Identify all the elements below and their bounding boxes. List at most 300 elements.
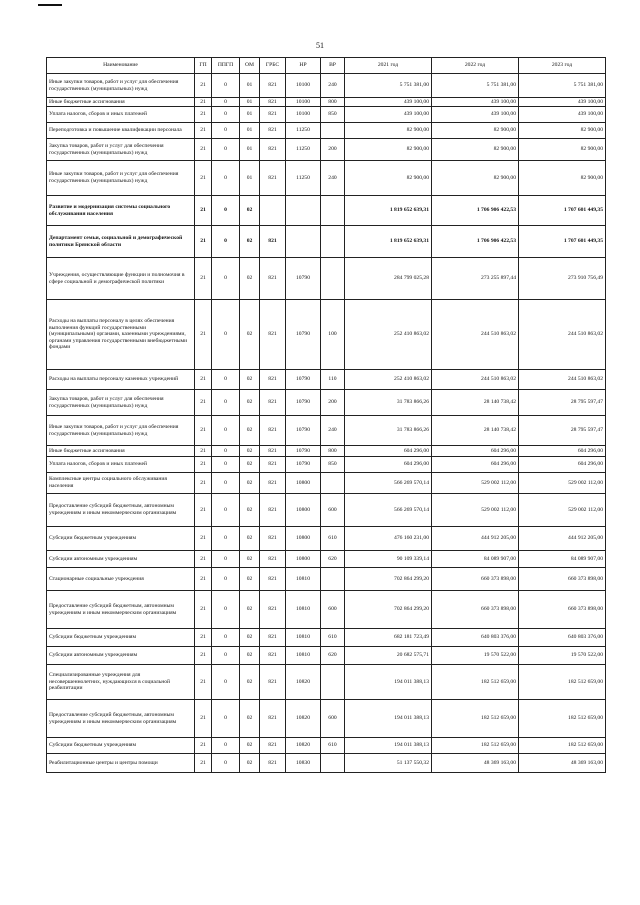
row-grbs: 821 [260,139,286,161]
row-2021: 82 900,00 [345,139,432,161]
table-row [47,123,606,139]
row-2023: 5 751 381,00 [519,74,606,98]
table-row [47,527,606,551]
row-2022: 48 369 163,00 [432,754,519,773]
row-2021: 31 783 866,26 [345,416,432,446]
row-gp: 21 [195,568,212,591]
row-vr: 620 [321,647,345,665]
row-om: 02 [240,457,260,473]
row-ppgp: 0 [212,370,240,390]
row-2022: 1 706 906 422,53 [432,196,519,226]
row-name: Реабилитационные центры и центры помощи [47,754,195,773]
row-name: Расходы на выплаты персоналу казенных учреждений [47,370,195,390]
row-2021: 90 109 339,14 [345,551,432,568]
row-grbs: 821 [260,473,286,494]
row-gp: 21 [195,258,212,300]
row-vr [321,473,345,494]
table-row [47,300,606,370]
row-2023: 244 510 863,02 [519,300,606,370]
row-gp: 21 [195,226,212,258]
row-2021: 31 783 866,26 [345,390,432,416]
row-vr: 240 [321,161,345,196]
row-nr: 10820 [286,738,321,754]
row-2023: 182 512 659,00 [519,738,606,754]
row-2021: 82 900,00 [345,161,432,196]
row-vr: 850 [321,107,345,123]
row-gp: 21 [195,390,212,416]
row-vr: 800 [321,98,345,107]
row-nr [286,196,321,226]
row-name: Уплата налогов, сборов и иных платежей [47,457,195,473]
row-2023: 439 100,00 [519,98,606,107]
row-2023: 82 900,00 [519,161,606,196]
row-grbs: 821 [260,123,286,139]
row-vr [321,123,345,139]
row-2022: 182 512 659,00 [432,665,519,700]
row-nr: 10820 [286,700,321,738]
row-vr: 610 [321,738,345,754]
row-grbs: 821 [260,494,286,527]
row-nr: 11250 [286,123,321,139]
table-row [47,416,606,446]
row-om: 02 [240,196,260,226]
row-vr: 100 [321,300,345,370]
row-nr: 10810 [286,568,321,591]
table-row [47,196,606,226]
row-ppgp: 0 [212,647,240,665]
row-ppgp: 0 [212,258,240,300]
row-2023: 28 795 597,47 [519,390,606,416]
row-om: 02 [240,226,260,258]
row-grbs: 821 [260,700,286,738]
row-2021: 439 100,00 [345,98,432,107]
row-2022: 244 510 863,02 [432,300,519,370]
row-2023: 660 373 898,00 [519,568,606,591]
row-vr [321,754,345,773]
table-row [47,139,606,161]
row-ppgp: 0 [212,161,240,196]
row-grbs: 821 [260,98,286,107]
row-nr: 10790 [286,446,321,457]
row-nr: 10800 [286,473,321,494]
row-2021: 604 296,00 [345,446,432,457]
row-om: 01 [240,139,260,161]
row-gp: 21 [195,446,212,457]
row-2023: 1 707 601 449,35 [519,226,606,258]
row-nr: 10830 [286,754,321,773]
row-gp: 21 [195,700,212,738]
row-gp: 21 [195,665,212,700]
row-2023: 444 912 205,00 [519,527,606,551]
row-ppgp: 0 [212,527,240,551]
row-grbs: 821 [260,446,286,457]
row-grbs: 821 [260,390,286,416]
table-row [47,591,606,629]
row-grbs [260,196,286,226]
row-vr: 240 [321,416,345,446]
table-row [47,568,606,591]
row-2023: 48 369 163,00 [519,754,606,773]
row-ppgp: 0 [212,196,240,226]
row-om: 01 [240,161,260,196]
row-2021: 20 682 575,71 [345,647,432,665]
row-vr [321,665,345,700]
header-grbs: ГРБС [260,58,286,74]
row-ppgp: 0 [212,446,240,457]
row-2022: 82 900,00 [432,139,519,161]
row-grbs: 821 [260,74,286,98]
table-row [47,74,606,98]
row-2022: 84 089 907,00 [432,551,519,568]
row-om: 02 [240,738,260,754]
row-vr [321,568,345,591]
row-ppgp: 0 [212,139,240,161]
table-row [47,551,606,568]
row-gp: 21 [195,74,212,98]
row-nr: 10800 [286,527,321,551]
row-ppgp: 0 [212,754,240,773]
row-2023: 604 296,00 [519,446,606,457]
row-om: 02 [240,551,260,568]
row-grbs: 821 [260,568,286,591]
row-ppgp: 0 [212,390,240,416]
row-nr: 10790 [286,300,321,370]
row-grbs: 821 [260,738,286,754]
row-2021: 252 410 863,02 [345,300,432,370]
row-nr: 10790 [286,258,321,300]
table-header-row [47,58,606,74]
row-grbs: 821 [260,665,286,700]
row-2022: 182 512 659,00 [432,738,519,754]
row-om: 02 [240,258,260,300]
row-2023: 182 512 659,00 [519,700,606,738]
row-om: 02 [240,647,260,665]
row-2021: 476 160 231,00 [345,527,432,551]
table-row [47,226,606,258]
row-2021: 252 410 863,02 [345,370,432,390]
row-grbs: 821 [260,416,286,446]
row-ppgp: 0 [212,665,240,700]
row-ppgp: 0 [212,98,240,107]
row-gp: 21 [195,139,212,161]
row-2022: 82 900,00 [432,161,519,196]
row-vr: 800 [321,446,345,457]
row-grbs: 821 [260,258,286,300]
row-2022: 444 912 205,00 [432,527,519,551]
row-vr [321,226,345,258]
row-gp: 21 [195,647,212,665]
row-2022: 1 706 906 422,53 [432,226,519,258]
table-row [47,446,606,457]
row-vr: 850 [321,457,345,473]
header-nr: НР [286,58,321,74]
row-2021: 51 137 550,32 [345,754,432,773]
row-name: Стационарные социальные учреждения [47,568,195,591]
row-name: Комплексные центры социального обслуживания населения [47,473,195,494]
row-2021: 566 269 570,14 [345,494,432,527]
row-2023: 439 100,00 [519,107,606,123]
row-grbs: 821 [260,754,286,773]
table-row [47,647,606,665]
row-gp: 21 [195,107,212,123]
row-name: Развитие и модернизация системы социального обслуживания населения [47,196,195,226]
row-2021: 194 011 388,13 [345,738,432,754]
row-2023: 604 296,00 [519,457,606,473]
row-gp: 21 [195,370,212,390]
row-grbs: 821 [260,591,286,629]
row-2021: 284 799 025,28 [345,258,432,300]
row-gp: 21 [195,457,212,473]
row-om: 02 [240,370,260,390]
row-grbs: 821 [260,226,286,258]
row-name: Иные закупки товаров, работ и услуг для обеспечения государственных (муниципальных) нужд [47,74,195,98]
row-2022: 244 510 863,02 [432,370,519,390]
row-vr: 600 [321,591,345,629]
table-row [47,258,606,300]
header-vr: ВР [321,58,345,74]
row-vr: 200 [321,139,345,161]
row-2023: 84 089 907,00 [519,551,606,568]
header-om: ОМ [240,58,260,74]
row-2022: 439 100,00 [432,98,519,107]
row-gp: 21 [195,738,212,754]
row-2021: 604 296,00 [345,457,432,473]
row-gp: 21 [195,196,212,226]
row-grbs: 821 [260,161,286,196]
row-name: Закупка товаров, работ и услуг для обеспечения государственных (муниципальных) нужд [47,390,195,416]
row-2023: 529 002 112,00 [519,494,606,527]
row-2022: 439 100,00 [432,107,519,123]
row-nr: 10810 [286,647,321,665]
row-grbs: 821 [260,551,286,568]
row-ppgp: 0 [212,123,240,139]
row-grbs: 821 [260,300,286,370]
row-nr: 10790 [286,416,321,446]
header-gp: ГП [195,58,212,74]
row-ppgp: 0 [212,494,240,527]
row-vr: 620 [321,551,345,568]
row-2021: 1 819 652 639,31 [345,196,432,226]
row-nr: 10810 [286,629,321,647]
row-gp: 21 [195,754,212,773]
row-grbs: 821 [260,629,286,647]
header-2022: 2022 год [432,58,519,74]
row-vr: 240 [321,74,345,98]
row-om: 01 [240,107,260,123]
row-2022: 19 570 522,00 [432,647,519,665]
row-vr: 110 [321,370,345,390]
row-gp: 21 [195,123,212,139]
row-grbs: 821 [260,370,286,390]
row-2022: 604 296,00 [432,446,519,457]
row-om: 02 [240,754,260,773]
budget-table [46,57,606,773]
row-2023: 1 707 601 449,35 [519,196,606,226]
row-gp: 21 [195,591,212,629]
row-2021: 682 181 723,49 [345,629,432,647]
table-row [47,629,606,647]
row-2022: 182 512 659,00 [432,700,519,738]
row-nr [286,226,321,258]
table-row [47,738,606,754]
row-vr: 200 [321,390,345,416]
row-name: Субсидии бюджетным учреждениям [47,629,195,647]
row-2023: 82 900,00 [519,139,606,161]
row-vr: 610 [321,629,345,647]
row-2021: 82 900,00 [345,123,432,139]
row-2021: 194 011 388,13 [345,700,432,738]
header-2023: 2023 год [519,58,606,74]
row-gp: 21 [195,416,212,446]
row-om: 02 [240,700,260,738]
table-row [47,390,606,416]
row-om: 02 [240,390,260,416]
row-name: Департамент семьи, социальной и демографической политики Брянской области [47,226,195,258]
table-row [47,754,606,773]
row-nr: 11250 [286,161,321,196]
table-row [47,370,606,390]
row-nr: 10790 [286,457,321,473]
row-vr: 600 [321,494,345,527]
row-ppgp: 0 [212,591,240,629]
row-2022: 529 002 112,00 [432,494,519,527]
table-row [47,700,606,738]
row-gp: 21 [195,527,212,551]
row-ppgp: 0 [212,107,240,123]
row-om: 01 [240,98,260,107]
row-om: 01 [240,123,260,139]
row-name: Иные бюджетные ассигнования [47,446,195,457]
row-2023: 244 510 863,02 [519,370,606,390]
row-2022: 640 803 376,00 [432,629,519,647]
row-name: Субсидии бюджетным учреждениям [47,738,195,754]
row-ppgp: 0 [212,74,240,98]
row-nr: 10790 [286,370,321,390]
row-2022: 660 373 898,00 [432,568,519,591]
table-row [47,107,606,123]
row-ppgp: 0 [212,457,240,473]
row-nr: 10800 [286,551,321,568]
row-2023: 182 512 659,00 [519,665,606,700]
row-nr: 10100 [286,107,321,123]
row-name: Предоставление субсидий бюджетным, автономным учреждениям и иным некоммерческим организациям [47,700,195,738]
row-nr: 10100 [286,98,321,107]
table-row [47,457,606,473]
row-2022: 273 255 897,44 [432,258,519,300]
row-ppgp: 0 [212,416,240,446]
row-name: Расходы на выплаты персоналу в целях обеспечения выполнения функций государственными (муниципальными) органами, казенными учреждениями, органами управления государственными внебюджетными фондами [47,300,195,370]
row-2022: 28 140 738,42 [432,390,519,416]
row-grbs: 821 [260,527,286,551]
row-ppgp: 0 [212,629,240,647]
row-om: 02 [240,416,260,446]
row-om: 02 [240,446,260,457]
row-nr: 11250 [286,139,321,161]
row-2023: 640 803 376,00 [519,629,606,647]
row-2021: 702 864 299,20 [345,568,432,591]
row-2021: 439 100,00 [345,107,432,123]
row-vr: 600 [321,700,345,738]
row-gp: 21 [195,494,212,527]
row-grbs: 821 [260,647,286,665]
table-row [47,161,606,196]
row-om: 02 [240,665,260,700]
row-om: 02 [240,568,260,591]
row-vr [321,258,345,300]
row-grbs: 821 [260,107,286,123]
row-2022: 660 373 898,00 [432,591,519,629]
row-name: Предоставление субсидий бюджетным, автономным учреждениям и иным некоммерческим организациям [47,494,195,527]
top-rule [38,4,62,6]
row-2021: 194 011 388,13 [345,665,432,700]
row-ppgp: 0 [212,551,240,568]
row-2021: 1 819 652 639,31 [345,226,432,258]
row-2021: 702 864 299,20 [345,591,432,629]
row-name: Субсидии автономным учреждениям [47,647,195,665]
header-2021: 2021 год [345,58,432,74]
row-2023: 28 795 597,47 [519,416,606,446]
row-nr: 10100 [286,74,321,98]
row-gp: 21 [195,473,212,494]
header-ppgp: ППГП [212,58,240,74]
row-ppgp: 0 [212,473,240,494]
row-name: Закупка товаров, работ и услуг для обеспечения государственных (муниципальных) нужд [47,139,195,161]
row-2022: 529 002 112,00 [432,473,519,494]
row-om: 02 [240,300,260,370]
row-name: Специализированные учреждения для несовершеннолетних, нуждающихся в социальной реабилитации [47,665,195,700]
row-name: Иные закупки товаров, работ и услуг для обеспечения государственных (муниципальных) нужд [47,416,195,446]
row-ppgp: 0 [212,300,240,370]
table-row [47,494,606,527]
row-2023: 19 570 522,00 [519,647,606,665]
row-name: Субсидии бюджетным учреждениям [47,527,195,551]
row-2022: 28 140 738,42 [432,416,519,446]
row-name: Иные бюджетные ассигнования [47,98,195,107]
row-om: 02 [240,494,260,527]
row-name: Иные закупки товаров, работ и услуг для обеспечения государственных (муниципальных) нужд [47,161,195,196]
row-2021: 5 751 381,00 [345,74,432,98]
row-om: 02 [240,473,260,494]
row-ppgp: 0 [212,568,240,591]
row-name: Субсидии автономным учреждениям [47,551,195,568]
row-name: Переподготовка и повышение квалификации персонала [47,123,195,139]
row-nr: 10790 [286,390,321,416]
row-ppgp: 0 [212,738,240,754]
table-row [47,98,606,107]
row-2023: 273 910 756,49 [519,258,606,300]
row-nr: 10810 [286,591,321,629]
row-2022: 604 296,00 [432,457,519,473]
row-om: 02 [240,527,260,551]
row-vr: 610 [321,527,345,551]
row-name: Учреждения, осуществляющие функции и полномочия в сфере социальной и демографической политики [47,258,195,300]
row-2023: 529 002 112,00 [519,473,606,494]
row-gp: 21 [195,629,212,647]
row-gp: 21 [195,98,212,107]
row-ppgp: 0 [212,700,240,738]
row-ppgp: 0 [212,226,240,258]
row-name: Уплата налогов, сборов и иных платежей [47,107,195,123]
header-name: Наименование [47,58,195,74]
row-2023: 82 900,00 [519,123,606,139]
row-om: 02 [240,591,260,629]
table-row [47,665,606,700]
row-gp: 21 [195,551,212,568]
row-gp: 21 [195,161,212,196]
row-grbs: 821 [260,457,286,473]
page-number: 51 [316,41,324,50]
row-2023: 660 373 898,00 [519,591,606,629]
